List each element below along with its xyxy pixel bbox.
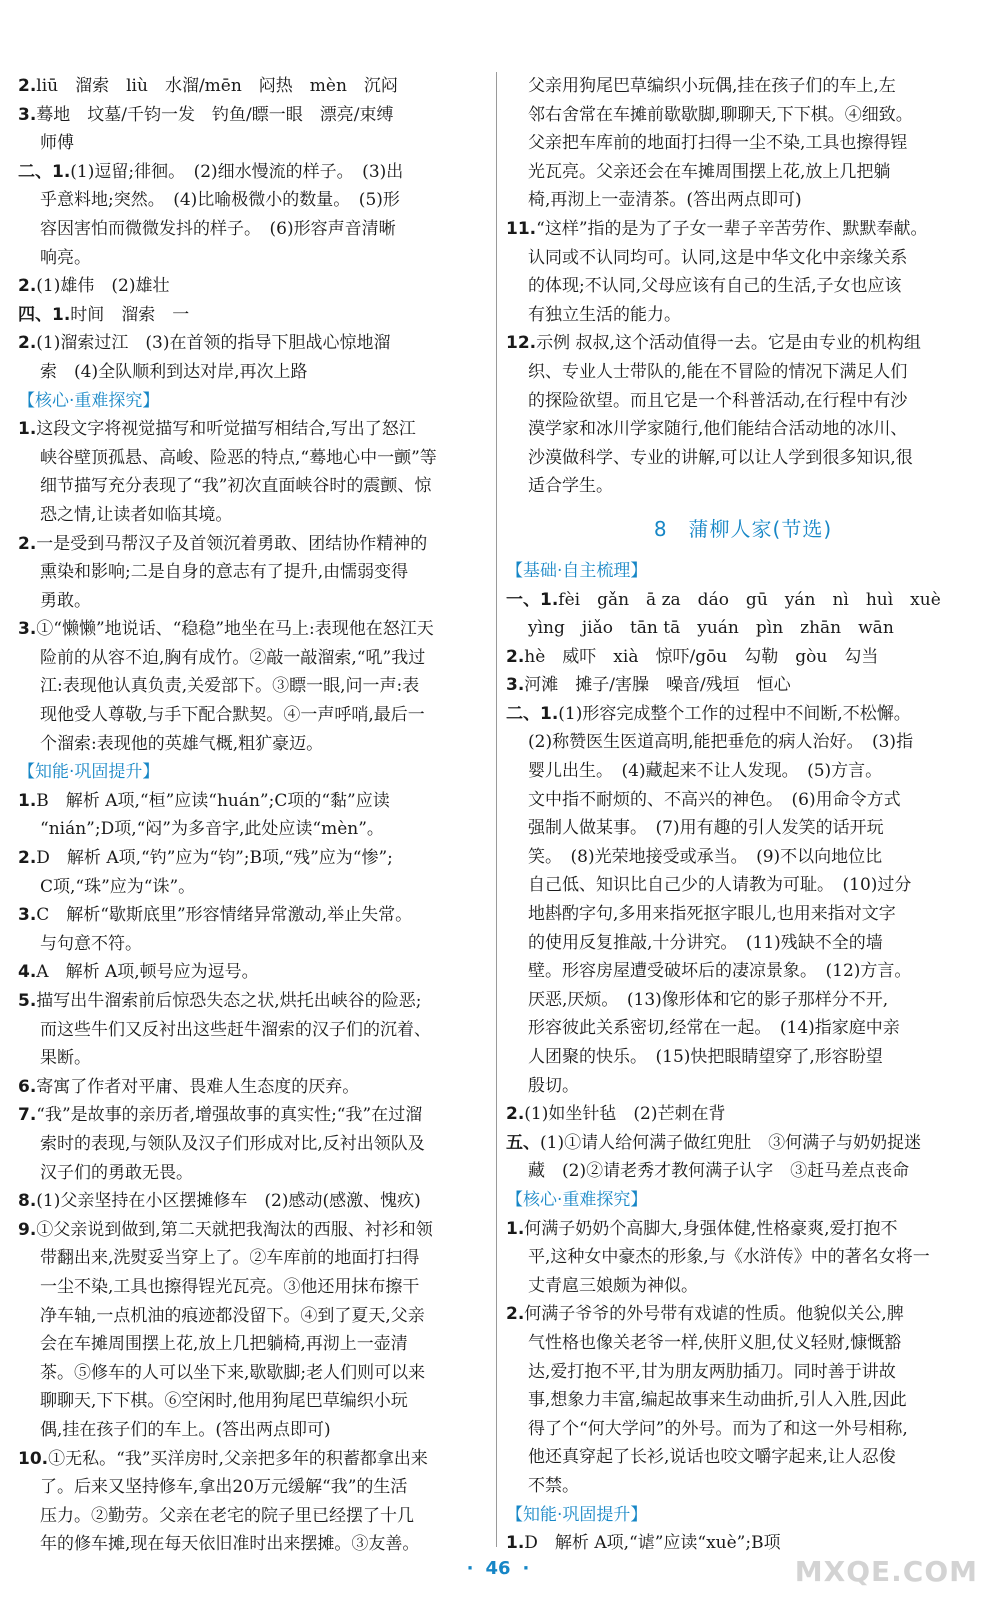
answer-text: (1)①请人给何满子做红兜肚 ③何满子与奶奶捉迷 <box>540 1132 922 1153</box>
answer-text: (1)雄伟 (2)雄壮 <box>36 276 170 297</box>
item-number: 2. <box>18 333 37 354</box>
item-number: 1. <box>506 1218 525 1239</box>
answer-line-continued: 强制人做某事。 (7)用有趣的引人发笑的话开玩 <box>528 818 884 839</box>
answer-line <box>506 215 980 244</box>
answer-line-continued: 厌恶,厌烦。 (13)像形体和它的影子那样分不开, <box>528 989 889 1010</box>
item-number: 11. <box>506 218 537 239</box>
answer-line-continued: 的使用反复推敲,十分讲究。 (11)残缺不全的墙 <box>528 932 883 953</box>
answer-line-continued: 茶。⑤修车的人可以坐下来,歇歇脚;老人们则可以来 <box>40 1362 426 1383</box>
answer-text: D 解析 A项,“钓”应为“钧”;B项,“残”应为“惨”; <box>36 848 393 869</box>
answer-line-continued: 险前的从容不迫,胸有成竹。②敲一敲溜索,“吼”我过 <box>40 647 426 668</box>
answer-line-continued: 乎意料地;突然。 (4)比喻极微小的数量。 (5)形 <box>40 190 400 211</box>
answer-text: 时间 溜索 一 <box>70 304 190 325</box>
answer-text: 河滩 摊子/害臊 噪音/残垣 恒心 <box>524 675 791 696</box>
answer-line <box>18 301 484 330</box>
answer-line-continued: 父亲把车库前的地面打扫得一尘不染,工具也擦得锃 <box>528 133 908 154</box>
answer-line-continued: 认同或不认同均可。认同,这是中华文化中亲缘关系 <box>528 247 908 268</box>
answer-line-continued: 形容彼此关系密切,经常在一起。 (14)指家庭中亲 <box>528 1018 900 1039</box>
column-divider <box>496 72 497 1547</box>
answer-line <box>18 958 484 987</box>
footer-dot-left: · <box>466 1558 474 1579</box>
answer-text: 一是受到马帮汉子及首领沉着勇敢、团结协作精神的 <box>36 533 428 554</box>
item-number: 1. <box>18 790 37 811</box>
item-number: 12. <box>506 333 537 354</box>
answer-line-continued: 会在车摊周围摆上花,放上几把躺椅,再沏上一壶清 <box>40 1334 408 1355</box>
answer-text: B 解析 A项,“桓”应读“huán”;C项的“黏”应读 <box>36 790 390 811</box>
answer-line-continued: 自己低、知识比自己少的人请教为可耻。 (10)过分 <box>528 875 912 896</box>
answer-line <box>18 1216 484 1245</box>
answer-text: 示例 叔叔,这个活动值得一去。它是由专业的机构组 <box>536 333 921 354</box>
answer-text: ①无私。“我”买洋房时,父亲把多年的积蓄都拿出来 <box>48 1448 428 1469</box>
answer-line-continued: 达,爱打抱不平,甘为朋友两肋插刀。同时善于讲故 <box>528 1361 896 1382</box>
answer-line-continued: “nián”;D项,“闷”为多音字,此处应读“mèn”。 <box>40 819 384 840</box>
answer-line-continued: 索 (4)全队顺利到达对岸,再次上路 <box>40 361 308 382</box>
answer-line-continued: 他还真穿起了长衫,说话也咬文嚼字起来,让人忍俊 <box>528 1447 896 1468</box>
item-number: 2. <box>18 848 37 869</box>
answer-line-continued: C项,“珠”应为“诛”。 <box>40 876 196 897</box>
answer-text: 这段文字将视觉描写和听觉描写相结合,写出了怒江 <box>36 419 416 440</box>
answer-text: (1)逗留;徘徊。 (2)细水慢流的样子。 (3)出 <box>70 161 404 182</box>
item-number: 6. <box>18 1076 37 1097</box>
answer-line-continued: 容因害怕而微微发抖的样子。 (6)形容声音清晰 <box>40 218 396 239</box>
answer-line-continued: 勇敢。 <box>40 590 91 611</box>
answer-line-continued: 的体现;不认同,父母应该有自己的生活,子女也应该 <box>528 276 902 297</box>
section-heading <box>18 758 484 787</box>
answer-text: 何满子奶奶个高脚大,身强体健,性格豪爽,爱打抱不 <box>524 1218 898 1239</box>
answer-line <box>506 1529 980 1558</box>
answer-line-continued: 不禁。 <box>528 1475 579 1496</box>
answer-line <box>18 1445 484 1474</box>
section-heading-text: 【核心·重难探究】 <box>18 390 160 411</box>
section-heading <box>506 557 980 586</box>
answer-line-continued: 光瓦亮。父亲还会在车摊周围摆上花,放上几把躺 <box>528 161 891 182</box>
answer-line-continued: 偶,挂在孩子们的车上。(答出两点即可) <box>40 1419 331 1440</box>
item-number: 2. <box>506 646 525 667</box>
answer-line-continued: 净车轴,一点机油的痕迹都没留下。④到了夏天,父亲 <box>40 1305 425 1326</box>
answer-line-continued: 年的修车摊,现在每天依旧准时出来摆摊。③友善。 <box>40 1534 420 1555</box>
item-number: 9. <box>18 1219 37 1240</box>
answer-line-continued: 文中指不耐烦的、不高兴的神色。 (6)用命令方式 <box>528 789 901 810</box>
answer-line-continued: 果断。 <box>40 1048 91 1069</box>
section-heading <box>506 1186 980 1215</box>
section-heading-text: 【基础·自主梳理】 <box>506 560 648 581</box>
section-heading-text: 【知能·巩固提升】 <box>18 762 160 783</box>
answer-line-continued: 熏染和影响;二是自身的意志有了提升,由懦弱变得 <box>40 562 409 583</box>
answer-line-continued: yìng jiǎo tān tā yuán pìn zhān wān <box>528 618 894 639</box>
answer-line-continued: 有独立生活的能力。 <box>528 304 681 325</box>
answer-line-continued: 婴儿出生。 (4)藏起来不让人发现。 (5)方言。 <box>528 761 883 782</box>
answer-line <box>18 329 484 358</box>
answer-line <box>18 415 484 444</box>
answer-line-continued: 沙漠做科学、专业的讲解,可以让人学到很多知识,很 <box>528 447 913 468</box>
answer-text: C 解析“歇斯底里”形容情绪异常激动,举止失常。 <box>36 905 413 926</box>
answer-line <box>506 643 980 672</box>
answer-text: (1)形容完成整个工作的过程中不间断,不松懈。 <box>558 703 911 724</box>
item-number: 2. <box>506 1104 525 1125</box>
answer-line-continued: 现他受人尊敬,与手下配合默契。④一声呼哨,最后一 <box>40 705 425 726</box>
answer-line-continued: 压力。②勤劳。父亲在老宅的院子里已经摆了十几 <box>40 1505 414 1526</box>
answer-line-continued: 师傅 <box>40 133 74 154</box>
item-number: 二、1. <box>506 703 559 724</box>
item-number: 8. <box>18 1191 37 1212</box>
answer-text: 蓦地 坟墓/千钧一发 钓鱼/瞟一眼 漂亮/束缚 <box>36 104 394 125</box>
answer-text: hè 威吓 xià 惊吓/gōu 勾勒 gòu 勾当 <box>524 646 879 667</box>
answer-line-continued: 的探险欲望。而且它是一个科普活动,在行程中有沙 <box>528 390 908 411</box>
footer-dot-right: · <box>522 1558 530 1579</box>
answer-line <box>506 671 980 700</box>
item-number: 1. <box>506 1533 525 1554</box>
answer-line <box>18 844 484 873</box>
answer-line <box>18 1073 484 1102</box>
answer-line-continued: 殷切。 <box>528 1075 579 1096</box>
item-number: 4. <box>18 962 37 983</box>
answer-line-continued: 了。后来又坚持修车,拿出20万元缓解“我”的生活 <box>40 1477 408 1498</box>
answer-text: 寄寓了作者对平庸、畏难人生态度的厌弃。 <box>36 1076 360 1097</box>
item-number: 1. <box>18 419 37 440</box>
answer-line <box>506 1100 980 1129</box>
item-number: 五、 <box>506 1132 540 1153</box>
answer-line-continued: 事,想象力丰富,编起故事来生动曲折,引人入胜,因此 <box>528 1390 907 1411</box>
answer-line <box>18 787 484 816</box>
answer-line-continued: 带翻出来,洗熨妥当穿上了。②车库前的地面打扫得 <box>40 1248 420 1269</box>
answer-line <box>506 1129 980 1158</box>
answer-text: (1)父亲坚持在小区摆摊修车 (2)感动(感激、愧疚) <box>36 1191 421 1212</box>
answer-line-continued: 一尘不染,工具也擦得锃光瓦亮。③他还用抹布擦干 <box>40 1276 420 1297</box>
answer-line <box>18 101 484 130</box>
item-number: 一、1. <box>506 589 559 610</box>
answer-line-continued: 个溜索:表现他的英雄气概,粗犷豪迈。 <box>40 733 324 754</box>
answer-text: 何满子爷爷的外号带有戏谑的性质。他貌似关公,脾 <box>524 1304 904 1325</box>
answer-text: ①父亲说到做到,第二天就把我淘汰的西服、衬衫和领 <box>36 1219 433 1240</box>
answer-text: “这样”指的是为了子女一辈子辛苦劳作、默默奉献。 <box>536 218 928 239</box>
item-number: 3. <box>506 675 525 696</box>
right-column <box>506 72 980 1558</box>
lesson-title: 8 蒲柳人家(节选) <box>653 516 833 541</box>
answer-line-continued: 织、专业人士带队的,能在不冒险的情况下满足人们 <box>528 361 908 382</box>
item-number: 7. <box>18 1105 37 1126</box>
answer-line-continued: 地斟酌字句,多用来指死抠字眼儿,也用来指对文字 <box>528 904 896 925</box>
item-number: 5. <box>18 991 37 1011</box>
answer-line <box>506 1300 980 1329</box>
answer-line-continued: 藏 (2)②请老秀才教何满子认字 ③赶马差点丧命 <box>528 1161 910 1182</box>
watermark-logo: MXQE.COM <box>794 1555 978 1588</box>
answer-line <box>18 158 484 187</box>
answer-line-continued: 漠学家和冰川学家随行,他们能结合活动地的冰川、 <box>528 419 908 440</box>
answer-line-continued: (2)称赞医生医道高明,能把垂危的病人治好。 (3)指 <box>528 732 914 753</box>
answer-line-continued: 而这些牛们又反衬出这些赶牛溜索的汉子们的沉着、 <box>40 1019 431 1040</box>
answer-text: 描写出牛溜索前后惊恐失态之状,烘托出峡谷的险恶; <box>36 991 422 1011</box>
answer-text: liū 溜索 liù 水溜/mēn 闷热 mèn 沉闷 <box>36 76 398 96</box>
item-number: 2. <box>506 1304 525 1325</box>
item-number: 3. <box>18 905 37 926</box>
answer-line <box>18 72 484 101</box>
page-number: 46 <box>485 1558 511 1579</box>
answer-line-continued: 与句意不符。 <box>40 933 142 954</box>
answer-line-continued: 邻右舍常在车摊前歇歇脚,聊聊天,下下棋。④细致。 <box>528 104 913 125</box>
answer-line <box>18 615 484 644</box>
answer-line <box>506 329 980 358</box>
answer-line-continued: 丈青扈三娘颇为神似。 <box>528 1275 698 1296</box>
answer-line-continued: 壁。形容房屋遭受破坏后的凄凉景象。 (12)方言。 <box>528 961 912 982</box>
answer-line-continued: 江:表现他认真负责,关爱部下。③瞟一眼,问一声:表 <box>40 676 420 697</box>
item-number: 四、1. <box>18 304 71 325</box>
answer-line-continued: 得了个“何大学问”的外号。而为了和这一外号相称, <box>528 1418 908 1439</box>
item-number: 2. <box>18 533 37 554</box>
answer-text: ①“懒懒”地说话、“稳稳”地坐在马上:表现他在怒江天 <box>36 619 434 640</box>
answer-line <box>506 700 980 729</box>
answer-line-continued: 适合学生。 <box>528 476 613 497</box>
item-number: 3. <box>18 619 37 640</box>
answer-line-continued: 人团聚的快乐。 (15)快把眼睛望穿了,形容盼望 <box>528 1047 883 1067</box>
answer-line <box>18 1101 484 1130</box>
item-number: 3. <box>18 104 37 125</box>
answer-line-continued: 恐之情,让读者如临其境。 <box>40 504 233 525</box>
answer-text: fèi gǎn ā za dáo gū yán nì huì xuè <box>558 589 941 610</box>
answer-line-continued: 父亲用狗尾巴草编织小玩偶,挂在孩子们的车上,左 <box>528 76 896 96</box>
answer-line-continued: 气性格也像关老爷一样,侠肝义胆,仗义轻财,慷慨豁 <box>528 1332 902 1353</box>
answer-line <box>18 530 484 559</box>
answer-line-continued: 响亮。 <box>40 247 91 268</box>
section-heading <box>18 387 484 416</box>
answer-line <box>18 901 484 930</box>
answer-line <box>18 987 484 1016</box>
answer-line <box>18 1187 484 1216</box>
section-heading <box>506 1501 980 1530</box>
answer-text: (1)溜索过江 (3)在首领的指导下胆战心惊地溜 <box>36 333 391 354</box>
answer-line-continued: 汉子们的勇敢无畏。 <box>40 1162 193 1183</box>
answer-line <box>506 586 980 615</box>
answer-line <box>506 1215 980 1244</box>
answer-line-continued: 椅,再沏上一壶清茶。(答出两点即可) <box>528 190 802 211</box>
section-heading-text: 【知能·巩固提升】 <box>506 1504 648 1525</box>
answer-line <box>18 272 484 301</box>
item-number: 二、1. <box>18 161 71 182</box>
section-heading-text: 【核心·重难探究】 <box>506 1189 648 1210</box>
answer-line-continued: 索时的表现,与领队及汉子们形成对比,反衬出领队及 <box>40 1133 425 1154</box>
answer-text: A 解析 A项,顿号应为逗号。 <box>36 962 259 983</box>
item-number: 2. <box>18 76 37 96</box>
answer-line-continued: 平,这种女中豪杰的形象,与《水浒传》中的著名女将一 <box>528 1247 930 1268</box>
answer-text: “我”是故事的亲历者,增强故事的真实性;“我”在过溜 <box>36 1105 423 1126</box>
answer-line-continued: 细节描写充分表现了“我”初次直面峡谷时的震颤、惊 <box>40 476 432 497</box>
item-number: 2. <box>18 276 37 297</box>
left-column <box>18 72 484 1559</box>
item-number: 10. <box>18 1448 49 1469</box>
answer-line-continued: 笑。 (8)光荣地接受或承当。 (9)不以向地位比 <box>528 846 883 867</box>
answer-text: (1)如坐针毡 (2)芒刺在背 <box>524 1104 726 1125</box>
answer-line-continued: 峡谷壁顶孤悬、高峻、险恶的特点,“蓦地心中一颤”等 <box>40 447 437 468</box>
answer-text: D 解析 A项,“谑”应读“xuè”;B项 <box>524 1533 781 1554</box>
answer-line-continued: 聊聊天,下下棋。⑥空闲时,他用狗尾巴草编织小玩 <box>40 1391 408 1412</box>
